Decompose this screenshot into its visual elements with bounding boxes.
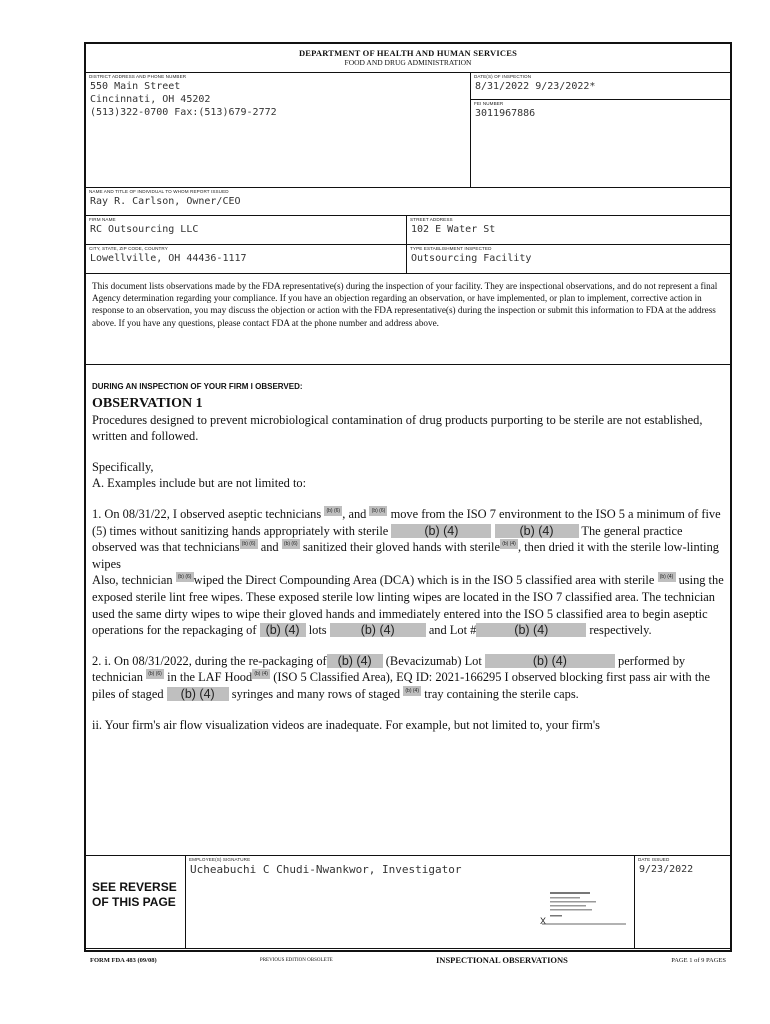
signature-stamp-icon bbox=[540, 888, 628, 928]
redaction-b4: (b) (4) bbox=[260, 623, 306, 637]
firm-value: RC Outsourcing LLC bbox=[90, 224, 199, 235]
examples-text: A. Examples include but are not limited to: bbox=[92, 476, 307, 491]
signature-row bbox=[86, 856, 730, 949]
city-row bbox=[86, 245, 730, 274]
notice-text: This document lists observations made by the FDA representative(s) during the inspection of your facility. They are inspectional observations, and do not represent a final Agency determination regarding your compliance. If you have an objection regarding an observation, or have implemented, or plan to implement, corrective action in response to an observation, you may discuss the objection or action with the FDA representative(s) during the inspection or submit this information to FDA at the address above. If you have any questions, please contact FDA at the phone number and address above. bbox=[86, 274, 730, 365]
individual-label: NAME AND TITLE OF INDIVIDUAL TO WHOM REPORT ISSUED bbox=[89, 189, 229, 194]
establishment-value: Outsourcing Facility bbox=[411, 253, 532, 264]
agency-title: FOOD AND DRUG ADMINISTRATION bbox=[344, 58, 472, 67]
redaction-b4-small: (b) (4) bbox=[658, 572, 676, 582]
date-issued-value: 9/23/2022 bbox=[639, 864, 694, 875]
redaction-b6: (b) (6) bbox=[176, 572, 194, 582]
district-line-1: 550 Main Street bbox=[90, 81, 181, 92]
redaction-b6: (b) (6) bbox=[282, 539, 300, 549]
redaction-b4-small: (b) (4) bbox=[500, 539, 518, 549]
redaction-b4: (b) (4) bbox=[327, 654, 383, 668]
employee-signature-cell bbox=[186, 856, 635, 948]
observation-title: OBSERVATION 1 bbox=[92, 395, 203, 411]
redaction-b4: (b) (4) bbox=[391, 524, 491, 538]
redaction-b4: (b) (4) bbox=[495, 524, 579, 538]
observation-text: Procedures designed to prevent microbiological contamination of drug products purporting to be sterile are not established, written and followed. bbox=[92, 412, 703, 444]
fei-value: 3011967886 bbox=[475, 108, 536, 119]
paragraph-2: 2. i. On 08/31/2022, during the re-packaging of (b) (4) (Bevacizumab) Lot (b) (4) performed by technician (b) (6) in the LAF Hood (b) (4) (ISO 5 Classified Area), EQ ID: 2021-166295 I observed blocking first pass air with the piles of staged (b) (4) syringes and many rows of staged (b) (4) tray containing the sterile caps. bbox=[92, 653, 710, 701]
form-number: FORM FDA 483 (09/08) bbox=[90, 956, 157, 964]
district-row bbox=[86, 73, 730, 188]
establishment-label: TYPE ESTABLISHMENT INSPECTED bbox=[410, 246, 492, 251]
city-value: Lowellville, OH 44436-1117 bbox=[90, 253, 247, 264]
redaction-b4: (b) (4) bbox=[330, 623, 426, 637]
form-header bbox=[86, 44, 730, 73]
street-label: STREET ADDRESS bbox=[410, 217, 453, 222]
district-line-3: (513)322-0700 Fax:(513)679-2772 bbox=[90, 107, 277, 118]
redaction-b4-small: (b) (4) bbox=[252, 669, 270, 679]
district-cell bbox=[86, 73, 471, 187]
redaction-b4: (b) (4) bbox=[476, 623, 586, 637]
observations-body bbox=[86, 365, 730, 856]
svg-text:X: X bbox=[540, 916, 547, 926]
dates-cell bbox=[471, 73, 730, 187]
during-heading: DURING AN INSPECTION OF YOUR FIRM I OBSERVED: bbox=[92, 382, 303, 391]
firm-row bbox=[86, 216, 730, 245]
redaction-b6: (b) (6) bbox=[324, 506, 342, 516]
digital-signature-stamp bbox=[540, 888, 628, 928]
page-count: PAGE 1 of 9 PAGES bbox=[671, 956, 726, 964]
city-label: CITY, STATE, ZIP CODE, COUNTRY bbox=[89, 246, 168, 251]
redaction-b4: (b) (4) bbox=[167, 687, 229, 701]
fei-label: FEI NUMBER bbox=[474, 101, 504, 106]
form-fda-483 bbox=[84, 42, 732, 965]
footer-title: INSPECTIONAL OBSERVATIONS bbox=[436, 955, 568, 965]
individual-value: Ray R. Carlson, Owner/CEO bbox=[90, 196, 241, 207]
see-reverse: SEE REVERSE OF THIS PAGE bbox=[86, 856, 186, 948]
specifically-text: Specifically, bbox=[92, 459, 154, 474]
redaction-b6: (b) (6) bbox=[240, 539, 258, 549]
paragraph-3: ii. Your firm's air flow visualization videos are inadequate. For example, but not limited to, your firm's bbox=[92, 717, 600, 732]
employee-value: Ucheabuchi C Chudi-Nwankwor, Investigator bbox=[190, 863, 462, 876]
employee-label: EMPLOYEE(S) SIGNATURE bbox=[189, 857, 251, 862]
redaction-b4: (b) (4) bbox=[485, 654, 615, 668]
date-issued-label: DATE ISSUED bbox=[638, 857, 670, 862]
individual-row bbox=[86, 188, 730, 216]
firm-label: FIRM NAME bbox=[89, 217, 116, 222]
date-issued-cell bbox=[635, 856, 730, 948]
district-label: DISTRICT ADDRESS AND PHONE NUMBER bbox=[89, 74, 187, 79]
form-footer bbox=[86, 949, 730, 965]
redaction-b6: (b) (6) bbox=[146, 669, 164, 679]
district-line-2: Cincinnati, OH 45202 bbox=[90, 94, 211, 105]
redaction-b6: (b) (6) bbox=[369, 506, 387, 516]
department-title: DEPARTMENT OF HEALTH AND HUMAN SERVICES bbox=[298, 48, 518, 58]
paragraph-1: 1. On 08/31/22, I observed aseptic technicians (b) (6) , and (b) (6) move from the ISO 7 environment to the ISO 5 a minimum of five (5) times without sanitizing hands appropriately with sterile (b) (4) (b) (4) The general practice observed was that technicians (b) (6) and (b) (6) sanitized their gloved hands with sterile (b) (4) , then dried it with the sterile low-linting wipes Also, technician (b) (6) wiped the Direct Compounding Area (DCA) which is in the ISO 5 classified area with sterile (b) (4) using the exposed sterile lint free wipes. These exposed sterile low linting wipes are located in the ISO 7 classified area. The technician used the same dirty wipes to wipe their gloved hands and immediately entered into the ISO 5 classified area to begin aseptic operations for the repackaging of (b) (4) lots (b) (4) and Lot # (b) (4) respectively. bbox=[92, 506, 724, 638]
redaction-b4-small: (b) (4) bbox=[403, 686, 421, 696]
dates-label: DATE(S) OF INSPECTION bbox=[474, 74, 532, 79]
dates-value: 8/31/2022 9/23/2022* bbox=[475, 81, 596, 92]
previous-edition: PREVIOUS EDITION OBSOLETE bbox=[259, 957, 333, 963]
street-value: 102 E Water St bbox=[411, 224, 496, 235]
